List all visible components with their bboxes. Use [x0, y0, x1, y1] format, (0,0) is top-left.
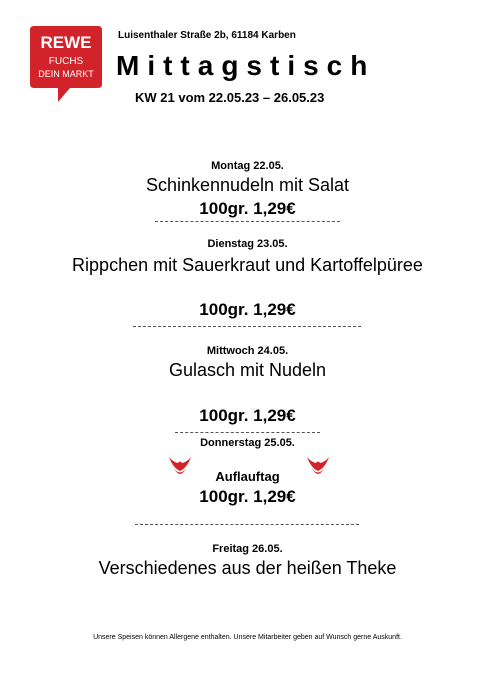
divider	[133, 326, 361, 327]
price-monday: 100gr. 1,29€	[199, 199, 296, 218]
divider	[175, 432, 320, 433]
day-wednesday: Mittwoch 24.05.	[206, 345, 289, 357]
week-range: KW 21 vom 22.05.23 – 26.05.23	[135, 90, 325, 105]
logo-brand: REWE	[40, 33, 92, 52]
divider	[135, 524, 359, 525]
dish-wednesday: Gulasch mit Nudeln	[168, 360, 327, 380]
store-address: Luisenthaler Straße 2b, 61184 Karben	[118, 30, 296, 41]
rewe-logo	[28, 24, 104, 104]
day-friday: Freitag 26.05.	[212, 543, 283, 555]
price-tuesday: 100gr. 1,29€	[199, 300, 296, 319]
logo-line2: FUCHS	[48, 56, 84, 67]
dish-friday: Verschiedenes aus der heißen Theke	[98, 558, 397, 578]
logo-line3: DEIN MARKT	[38, 69, 94, 79]
allergen-note: Unsere Speisen können Allergene enthalten. Unsere Mitarbeiter geben auf Wunsch gerne Auskunft.	[93, 634, 402, 641]
day-tuesday: Dienstag 23.05.	[207, 238, 288, 250]
day-thursday: Donnerstag 25.05.	[200, 437, 295, 449]
price-thursday: 100gr. 1,29€	[199, 487, 296, 506]
divider	[155, 221, 340, 222]
dish-tuesday: Rippchen mit Sauerkraut und Kartoffelpüree	[72, 255, 423, 275]
dish-thursday: Auflauftag	[215, 469, 280, 484]
price-wednesday: 100gr. 1,29€	[199, 406, 296, 425]
page-title: Mittagstisch	[116, 50, 376, 81]
dish-monday: Schinkennudeln mit Salat	[145, 175, 350, 195]
day-monday: Montag 22.05.	[211, 160, 284, 172]
